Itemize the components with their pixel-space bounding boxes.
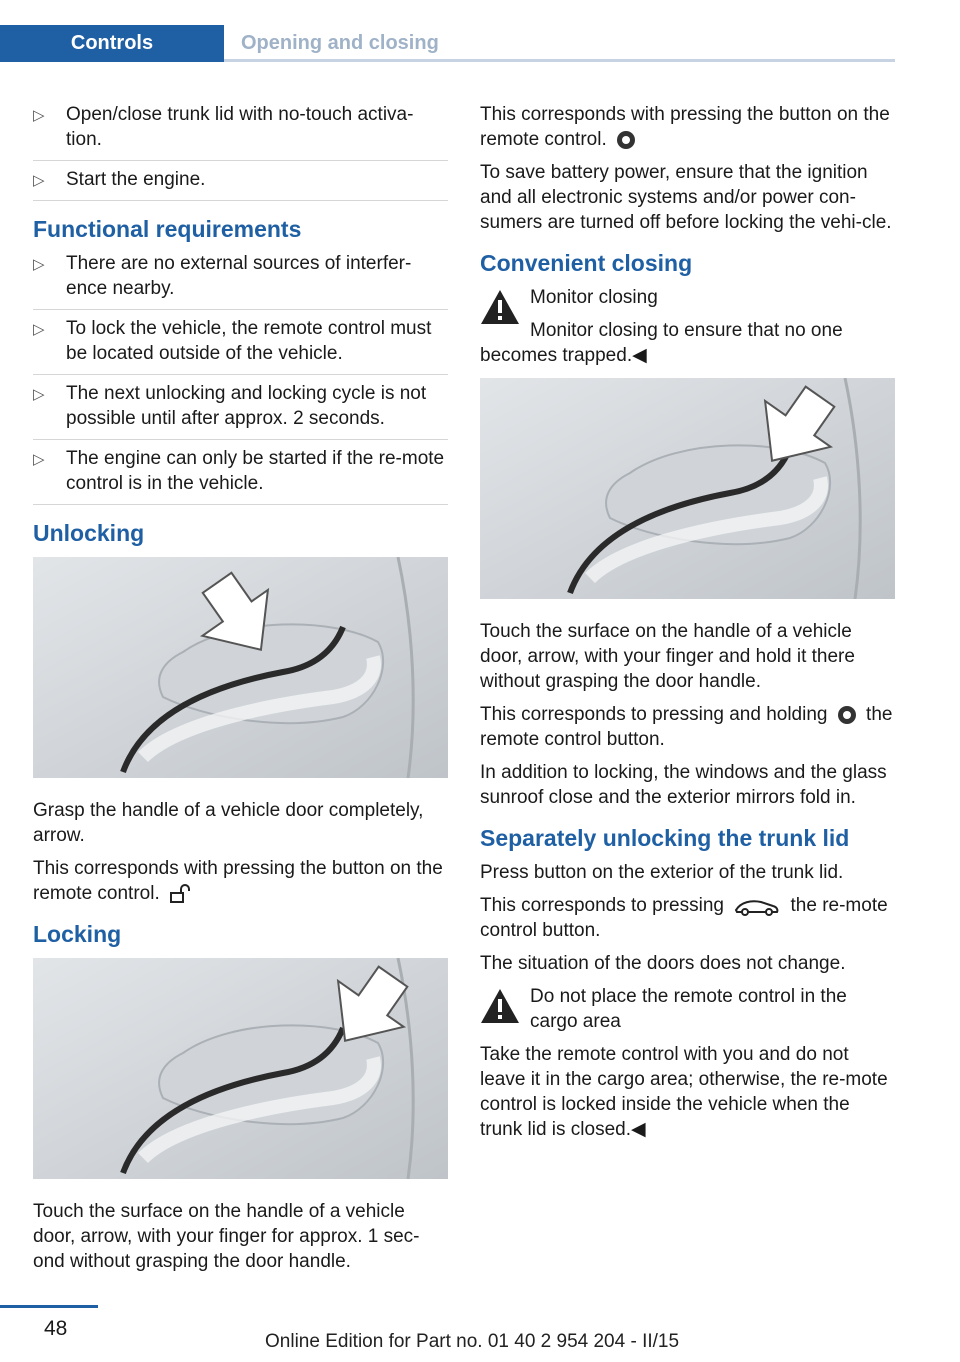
warning-note (480, 984, 895, 1034)
triangle-right-icon: ▷ (33, 172, 45, 189)
unlock-icon (169, 884, 191, 904)
list-item: ▷ The next unlocking and locking cycle is not possible until after approx. 2 seconds. (33, 381, 448, 440)
warning-triangle-icon (480, 988, 520, 1024)
triangle-right-icon: ▷ (33, 321, 45, 338)
car-trunk-icon (733, 896, 781, 916)
triangle-right-icon: ▷ (33, 107, 45, 124)
section-tab-opening-closing[interactable]: Opening and closing (224, 25, 895, 62)
warning-note (480, 285, 895, 310)
lock-icon (616, 130, 636, 150)
heading-convenient-closing: Convenient closing (480, 250, 693, 276)
section-tab-controls[interactable]: Controls (0, 25, 224, 62)
list-item: ▷ There are no external sources of interfer-ence nearby. (33, 251, 448, 310)
heading-unlocking: Unlocking (33, 520, 145, 546)
edition-footer: Online Edition for Part no. 01 40 2 954 204 - II/15 (265, 1331, 680, 1352)
warning-triangle-icon (480, 289, 520, 325)
left-column: ▷ Open/close trunk lid with no-touch activa-tion. ▷ Start the engine. Functional requirements ▷ There are no external sources of interfer-ence nearby. ▷ To lock the vehicle, the remote control must be located outside of the vehicle. ▷ The next unlocking and locking cycle is not possible until after approx. 2 seconds. ▷ The engine can only be started if the re-mote control is in the vehicle. Unlocking Grasp the handle of a vehicle door completely, arrow. This corresponds with pressing the button on the remote control. Locking Touch the surface on the handle of a vehicle door, arrow, with your finger for approx. 1 sec-ond without grasping the door handle. (33, 102, 448, 1282)
footer-rule (0, 1305, 98, 1308)
page-header (0, 25, 895, 62)
lock-icon (837, 705, 857, 725)
list-item: ▷ Open/close trunk lid with no-touch activa-tion. (33, 102, 448, 161)
triangle-right-icon: ▷ (33, 386, 45, 403)
heading-locking: Locking (33, 921, 122, 947)
heading-functional-requirements: Functional requirements (33, 216, 302, 242)
list-item: ▷ To lock the vehicle, the remote control must be located outside of the vehicle. (33, 316, 448, 375)
right-column: This corresponds with pressing the button on the remote control. To save battery power, ensure that the ignition and all electronic systems and/or power con-sumers are turned off before locking the vehi-cle. Convenient closing Monitor closing Monitor closing to ensure that no one becomes trapped.◀ Touch the surface on the handle of a vehicle door, arrow, with your finger and hold it there without grasping the door handle. This corresponds to pressing and holding the remote control button. In addition to locking, the windows and the glass sunroof close and the exterior mirrors fold in. Separately unlocking the trunk lid Press button on the exterior of the trunk lid. This corresponds to pressing the re-mote control button. The situation of the doors does not change. Do not place the remote control in the cargo area Take the remote control with you and do not leave it in the cargo area; otherwise, the re-mote control is locked inside the vehicle when the trunk lid is closed.◀ (480, 102, 895, 1150)
list-item: ▷ Start the engine. (33, 167, 448, 201)
door-handle-convenient-closing-figure (480, 378, 895, 599)
warning-title: Monitor closing (530, 287, 658, 308)
list-item: ▷ The engine can only be started if the re-mote control is in the vehicle. (33, 446, 448, 505)
warning-title: Do not place the remote control in the cargo area (530, 986, 847, 1032)
door-handle-unlock-figure (33, 557, 448, 778)
header-rule (224, 59, 895, 62)
door-handle-lock-figure (33, 958, 448, 1179)
triangle-right-icon: ▷ (33, 451, 45, 468)
triangle-right-icon: ▷ (33, 256, 45, 273)
page-number: 48 (44, 1317, 68, 1340)
heading-separately-unlocking-trunk: Separately unlocking the trunk lid (480, 825, 850, 851)
